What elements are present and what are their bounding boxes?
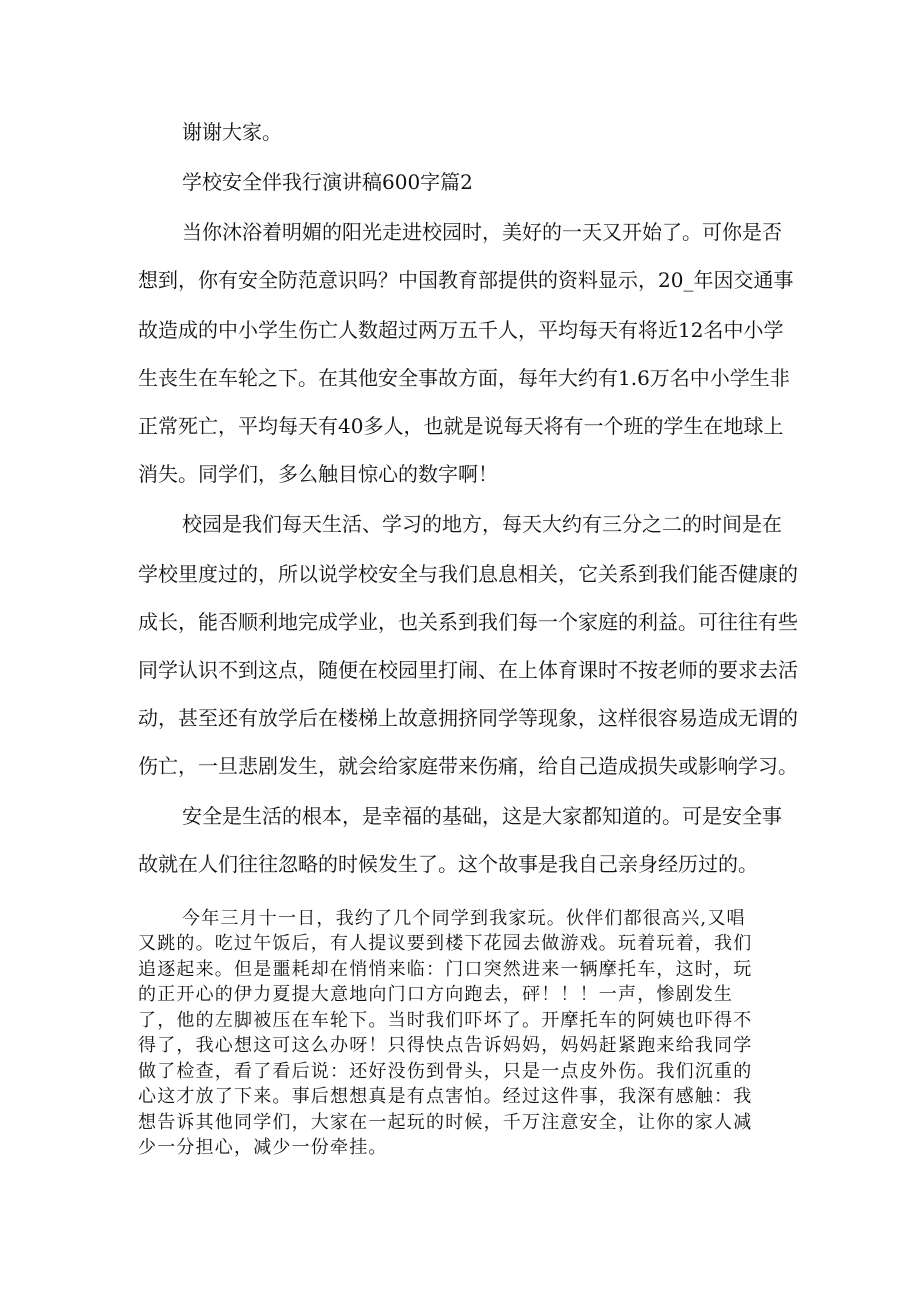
section-heading: 学校安全伴我行演讲稿600字篇2 bbox=[182, 170, 473, 194]
text-line: 又跳的。吃过午饭后，有人提议要到楼下花园去做游戏。玩着玩着，我们 bbox=[138, 933, 753, 954]
text-line: 当你沐浴着明媚的阳光走进校园时，美好的一天又开始了。可你是否 bbox=[182, 220, 782, 244]
text-line: 故就在人们往往忽略的时候发生了。这个故事是我自己亲身经历过的。 bbox=[138, 852, 758, 876]
text-line: 做了检查，看了看后说：还好没伤到骨头，只是一点皮外伤。我们沉重的 bbox=[138, 1061, 753, 1082]
text-line: 追逐起来。但是噩耗却在悄悄来临：门口突然进来一辆摩托车，这时，玩 bbox=[138, 959, 753, 980]
closing-line: 谢谢大家。 bbox=[182, 120, 282, 144]
text-line: 少一分担心，减少一份牵挂。 bbox=[138, 1137, 388, 1158]
text-line: 想到，你有安全防范意识吗？中国教育部提供的资料显示，20_年因交通事 bbox=[138, 268, 794, 292]
text-line: 的正开心的伊力夏提大意地向门口方向跑去，砰！！！一声，惨剧发生 bbox=[138, 984, 734, 1005]
text-line: 正常死亡，平均每天有40多人，也就是说每天将有一个班的学生在地球上 bbox=[138, 414, 784, 438]
text-line: 心这才放了下来。事后想想真是有点害怕。经过这件事，我深有感触：我 bbox=[138, 1086, 753, 1107]
text-line: 消失。同学们，多么触目惊心的数字啊！ bbox=[138, 462, 498, 486]
text-line: 伤亡，一旦悲剧发生，就会给家庭带来伤痛，给自己造成损失或影响学习。 bbox=[138, 754, 798, 778]
text-line: 同学认识不到这点，随便在校园里打闹、在上体育课时不按老师的要求去活 bbox=[138, 658, 798, 682]
text-line: 故造成的中小学生伤亡人数超过两万五千人，平均每天有将近12名中小学 bbox=[138, 318, 784, 342]
text-line: 动，甚至还有放学后在楼梯上故意拥挤同学等现象，这样很容易造成无谓的 bbox=[138, 706, 798, 730]
text-line: 得了，我心想这可这么办呀！只得快点告诉妈妈，妈妈赶紧跑来给我同学 bbox=[138, 1035, 753, 1056]
text-line: 校园是我们每天生活、学习的地方，每天大约有三分之二的时间是在 bbox=[182, 512, 782, 536]
text-line: 安全是生活的根本，是幸福的基础，这是大家都知道的。可是安全事 bbox=[182, 804, 782, 828]
text-line: 今年三月十一日，我约了几个同学到我家玩。伙伴们都很高兴,又唱 bbox=[182, 908, 746, 929]
text-line: 成长，能否顺利地完成学业，也关系到我们每一个家庭的利益。可往往有些 bbox=[138, 610, 798, 634]
text-line: 学校里度过的，所以说学校安全与我们息息相关，它关系到我们能否健康的 bbox=[138, 562, 798, 586]
text-line: 了，他的左脚被压在车轮下。当时我们吓坏了。开摩托车的阿姨也吓得不 bbox=[138, 1010, 753, 1031]
text-line: 想告诉其他同学们，大家在一起玩的时候，千万注意安全，让你的家人减 bbox=[138, 1112, 753, 1133]
text-line: 生丧生在车轮之下。在其他安全事故方面，每年大约有1.6万名中小学生非 bbox=[138, 366, 790, 390]
